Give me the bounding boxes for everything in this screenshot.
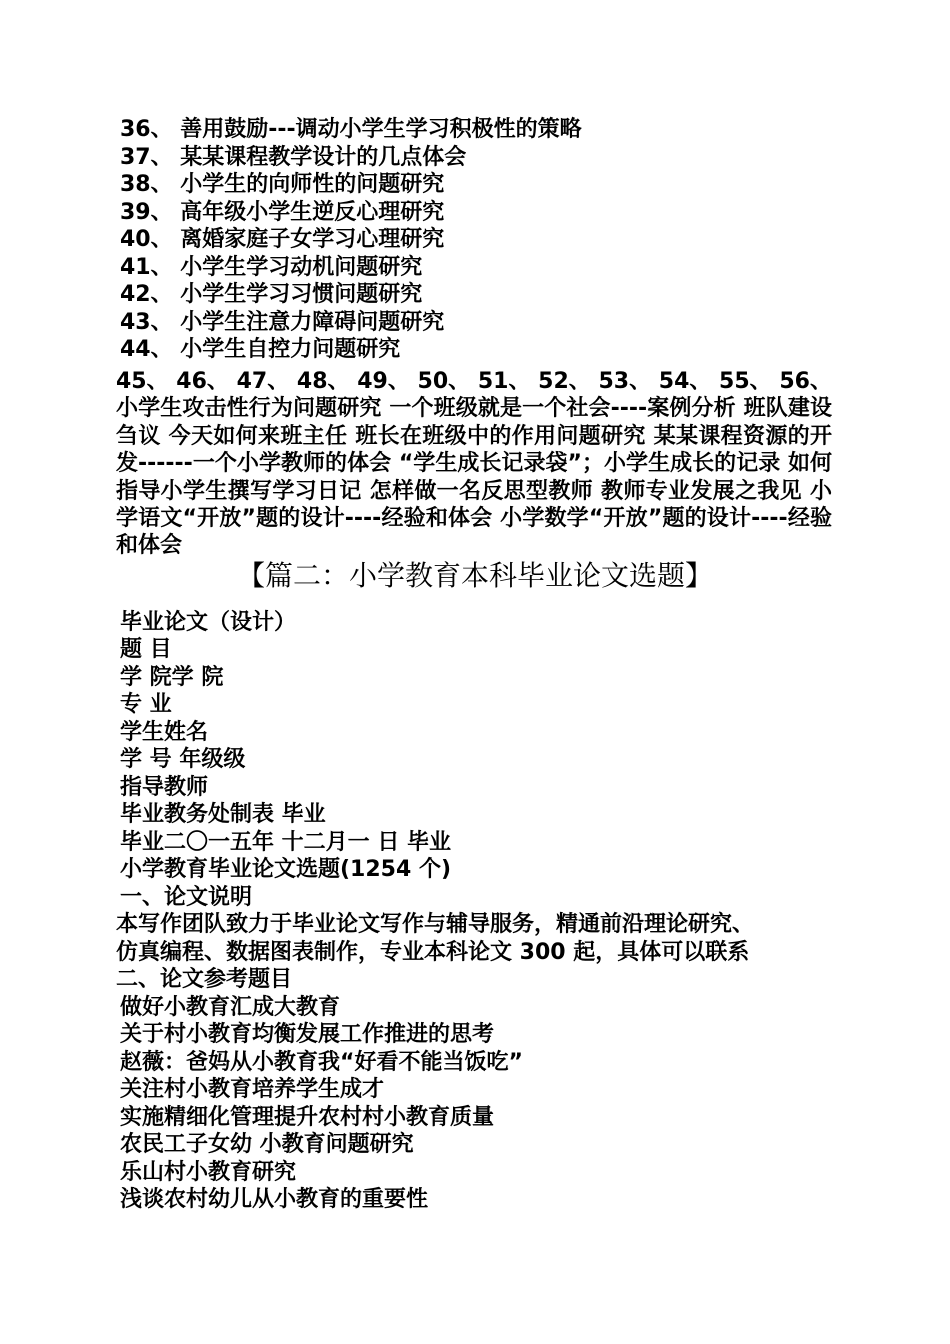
topic-item-42: 42、 小学生学习习惯问题研究 (120, 282, 423, 307)
merged-topics-paragraph: 45、 46、 47、 48、 49、 50、 51、 52、 53、 54、 55、 56、 小学生攻击性行为问题研究 一个班级就是一个社会----案例分析 班队建设刍议 今天如何来班主任 班长在班级中的作用问题研究 某某课程资源的开发------一个小学教师的体会 “学生成长记录袋”；小学生成长的记录 如何指导小学生撰写学习日记 怎样做一名反思型教师 教师专业发展之我见 小学语文“开放”题的设计----经验和体会 小学数学“开放”题的设计----经验和体会 (116, 369, 832, 559)
reference-topic: 赵薇：爸妈从小教育我“好看不能当饭吃” (120, 1050, 523, 1075)
cover-college-label: 学 院学 院 (120, 665, 224, 690)
topic-item-43: 43、 小学生注意力障碍问题研究 (120, 310, 445, 335)
cover-student-id-label: 学 号 年级级 (120, 747, 246, 772)
section-title: 【篇二：小学教育本科毕业论文选题】 (236, 559, 713, 592)
cover-major-label: 专 业 (120, 692, 172, 717)
topic-count-heading: 小学教育毕业论文选题(1254 个) (120, 857, 451, 882)
topic-item-41: 41、 小学生学习动机问题研究 (120, 255, 423, 280)
cover-thesis-label: 毕业论文（设计） (120, 610, 297, 635)
cover-advisor-label: 指导教师 (120, 775, 209, 800)
cover-office-line: 毕业教务处制表 毕业 (120, 802, 326, 827)
reference-topic: 农民工子女幼 小教育问题研究 (120, 1132, 414, 1157)
topic-item-37: 37、 某某课程教学设计的几点体会 (120, 145, 467, 170)
description-line-2: 仿真编程、数据图表制作，专业本科论文 300 起，具体可以联系 (116, 940, 750, 965)
topic-item-38: 38、 小学生的向师性的问题研究 (120, 172, 445, 197)
reference-topic: 乐山村小教育研究 (120, 1160, 297, 1185)
reference-topic: 实施精细化管理提升农村村小教育质量 (120, 1105, 495, 1130)
section-two-heading: 二、论文参考题目 (116, 967, 293, 992)
cover-title-label: 题 目 (120, 637, 172, 662)
reference-topic: 做好小教育汇成大教育 (120, 995, 341, 1020)
reference-topic: 关注村小教育培养学生成才 (120, 1077, 385, 1102)
topic-item-40: 40、 离婚家庭子女学习心理研究 (120, 227, 445, 252)
cover-student-name-label: 学生姓名 (120, 720, 209, 745)
reference-topic: 浅谈农村幼儿从小教育的重要性 (120, 1187, 429, 1212)
topic-item-44: 44、 小学生自控力问题研究 (120, 337, 401, 362)
reference-topic: 关于村小教育均衡发展工作推进的思考 (120, 1022, 495, 1047)
description-line-1: 本写作团队致力于毕业论文写作与辅导服务，精通前沿理论研究、 (116, 912, 755, 937)
section-one-heading: 一、论文说明 (120, 885, 253, 910)
topic-item-39: 39、 高年级小学生逆反心理研究 (120, 200, 445, 225)
topic-item-36: 36、 善用鼓励---调动小学生学习积极性的策略 (120, 117, 582, 142)
cover-date-line: 毕业二〇一五年 十二月一 日 毕业 (120, 830, 451, 855)
